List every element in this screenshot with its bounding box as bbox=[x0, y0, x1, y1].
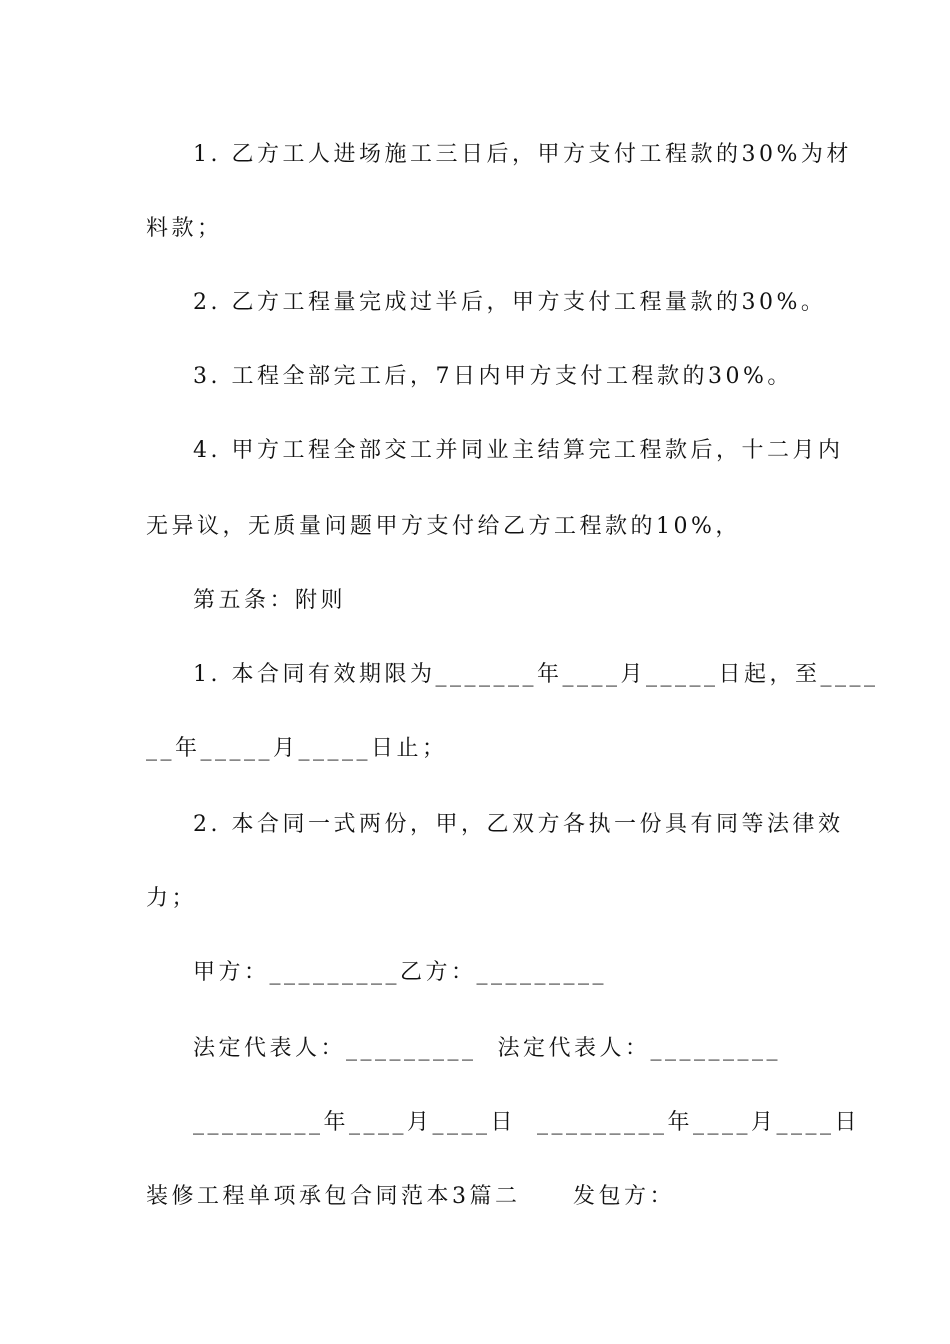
section-heading-article-5: 第五条：附则 bbox=[193, 588, 347, 613]
clause-payment-2: 2. 乙方工程量完成过半后，甲方支付工程量款的30%。 bbox=[193, 290, 827, 315]
signature-parties: 甲方：_________乙方：_________ bbox=[193, 960, 608, 985]
clause-payment-1: 1. 乙方工人进场施工三日后，甲方支付工程款的30%为材 bbox=[193, 142, 852, 167]
signature-representatives: 法定代表人：_________ 法定代表人：_________ bbox=[193, 1036, 781, 1061]
clause-copies-cont: 力； bbox=[146, 886, 198, 911]
clause-validity: 1. 本合同有效期限为_______年____月_____日起，至____ bbox=[193, 662, 879, 687]
clause-payment-4: 4. 甲方工程全部交工并同业主结算完工程款后，十二月内 bbox=[193, 438, 844, 463]
signature-dates: _________年____月____日 _________年____月____日 bbox=[193, 1110, 860, 1135]
clause-payment-3: 3. 工程全部完工后，7日内甲方支付工程款的30%。 bbox=[193, 364, 793, 389]
clause-validity-cont: __年_____月_____日止； bbox=[146, 736, 448, 761]
clause-copies: 2. 本合同一式两份，甲，乙双方各执一份具有同等法律效 bbox=[193, 812, 844, 837]
clause-payment-4-cont: 无异议，无质量问题甲方支付给乙方工程款的10%， bbox=[146, 514, 741, 539]
next-document-title: 装修工程单项承包合同范本3篇二 发包方： bbox=[146, 1184, 675, 1209]
clause-payment-1-cont: 料款； bbox=[146, 216, 223, 241]
